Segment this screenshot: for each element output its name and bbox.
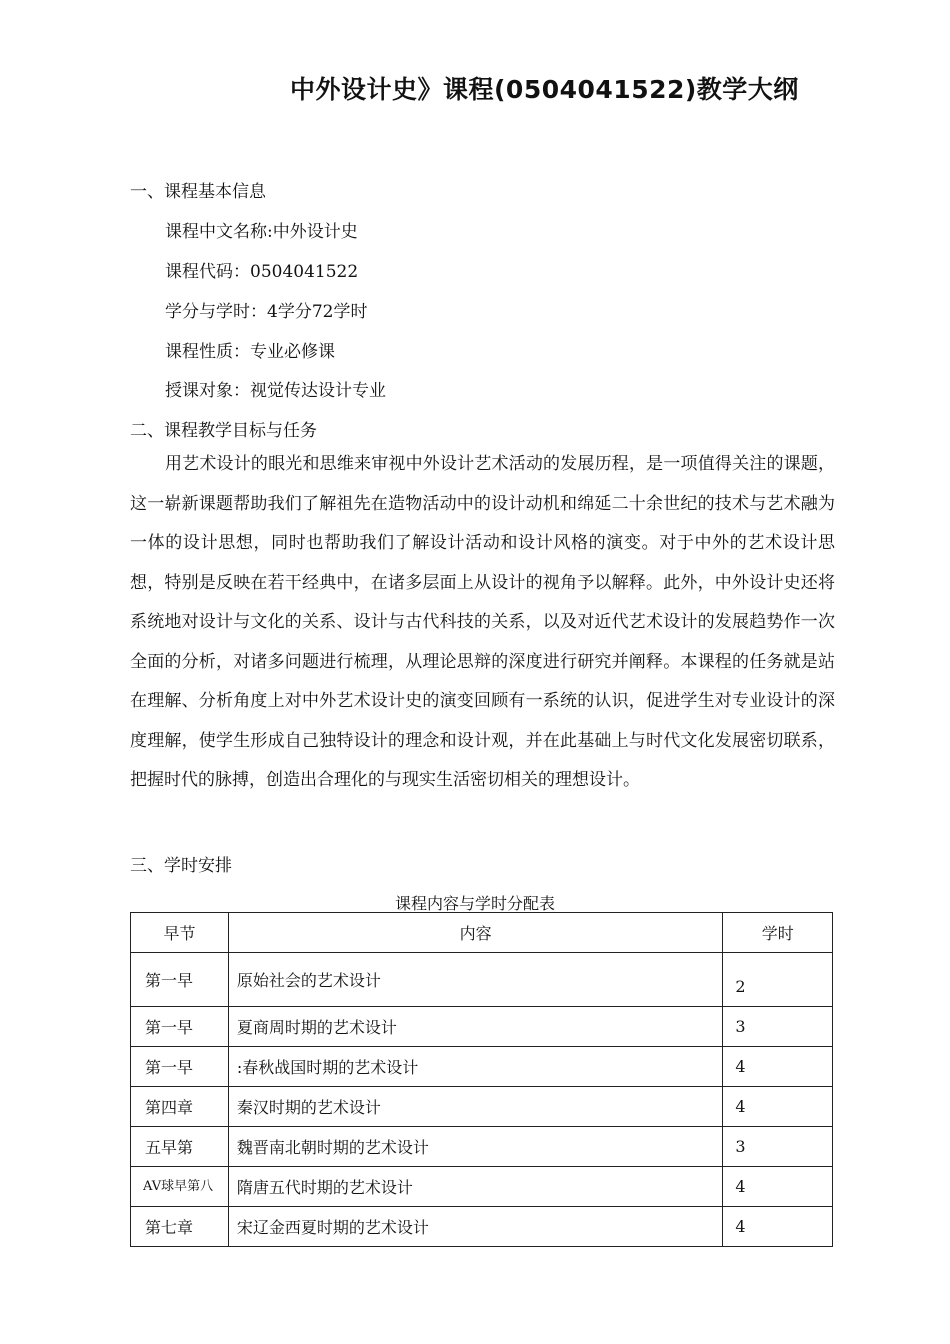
table-row: [131, 1127, 833, 1167]
row-chapter: 第四章: [131, 1087, 229, 1127]
table-row: [131, 953, 833, 1007]
table-row: [131, 1047, 833, 1087]
table-row: [131, 1207, 833, 1247]
row-content: 魏晋南北朝时期的艺术设计: [228, 1127, 722, 1167]
row-chapter: AV球早第八: [131, 1167, 229, 1207]
row-content: 秦汉时期的艺术设计: [228, 1087, 722, 1127]
row-hours: 4: [723, 1047, 833, 1087]
row-hours: 4: [723, 1207, 833, 1247]
table-row: [131, 1007, 833, 1047]
section-3-heading: 三、学时安排: [130, 856, 232, 876]
row-content: 原始社会的艺术设计: [228, 953, 722, 1007]
row-content: 夏商周时期的艺术设计: [228, 1007, 722, 1047]
row-hours: 2: [723, 953, 833, 1007]
row-chapter: 第一早: [131, 1007, 229, 1047]
objectives-paragraph: 用艺术设计的眼光和思维来审视中外设计艺术活动的发展历程，是一项值得关注的课题，这一崭新课题帮助我们了解祖先在造物活动中的设计动机和绵延二十余世纪的技术与艺术融为一体的设计思想，同时也帮助我们了解设计活动和设计风格的演变。对于中外的艺术设计思想，特别是反映在若干经典中，在诸多层面上从设计的视角予以解释。此外，中外设计史还将系统地对设计与文化的关系、设计与古代科技的关系，以及对近代艺术设计的发展趋势作一次全面的分析，对诸多问题进行梳理，从理论思辩的深度进行研究并阐释。本课程的任务就是站在理解、分析角度上对中外艺术设计史的演变回顾有一系统的认识，促进学生对专业设计的深度理解，使学生形成自己独特设计的理念和设计观，并在此基础上与时代文化发展密切联系，把握时代的脉搏，创造出合理化的与现实生活密切相关的理想设计。: [130, 454, 835, 790]
row-chapter: 第一早: [131, 1047, 229, 1087]
column-header-chapter: 早节: [131, 913, 229, 953]
row-hours: 4: [723, 1167, 833, 1207]
hours-table: [130, 912, 833, 1247]
table-row: [131, 1087, 833, 1127]
info-credits-hours: 学分与学时：4学分72学时: [165, 302, 368, 322]
row-chapter: 第七章: [131, 1207, 229, 1247]
section-1-heading: 一、课程基本信息: [130, 182, 266, 202]
info-course-name: 课程中文名称:中外设计史: [165, 222, 358, 242]
document-title: 中外设计史》课程(0504041522)教学大纲: [290, 75, 799, 104]
table-caption: 课程内容与学时分配表: [394, 894, 555, 913]
table-header-row: [131, 913, 833, 953]
info-course-code: 课程代码：0504041522: [165, 262, 359, 282]
row-content: 宋辽金西夏时期的艺术设计: [228, 1207, 722, 1247]
section-2-heading: 二、课程教学目标与任务: [130, 421, 317, 441]
row-chapter: 第一早: [131, 953, 229, 1007]
column-header-content: 内容: [228, 913, 722, 953]
info-course-nature: 课程性质：专业必修课: [165, 342, 335, 362]
table-row: [131, 1167, 833, 1207]
row-content: :春秋战国时期的艺术设计: [228, 1047, 722, 1087]
row-hours: 3: [723, 1127, 833, 1167]
row-hours: 3: [723, 1007, 833, 1047]
row-hours: 4: [723, 1087, 833, 1127]
row-chapter: 五早第: [131, 1127, 229, 1167]
column-header-hours: 学时: [723, 913, 833, 953]
row-content: 隋唐五代时期的艺术设计: [228, 1167, 722, 1207]
info-audience: 授课对象：视觉传达设计专业: [165, 381, 386, 401]
